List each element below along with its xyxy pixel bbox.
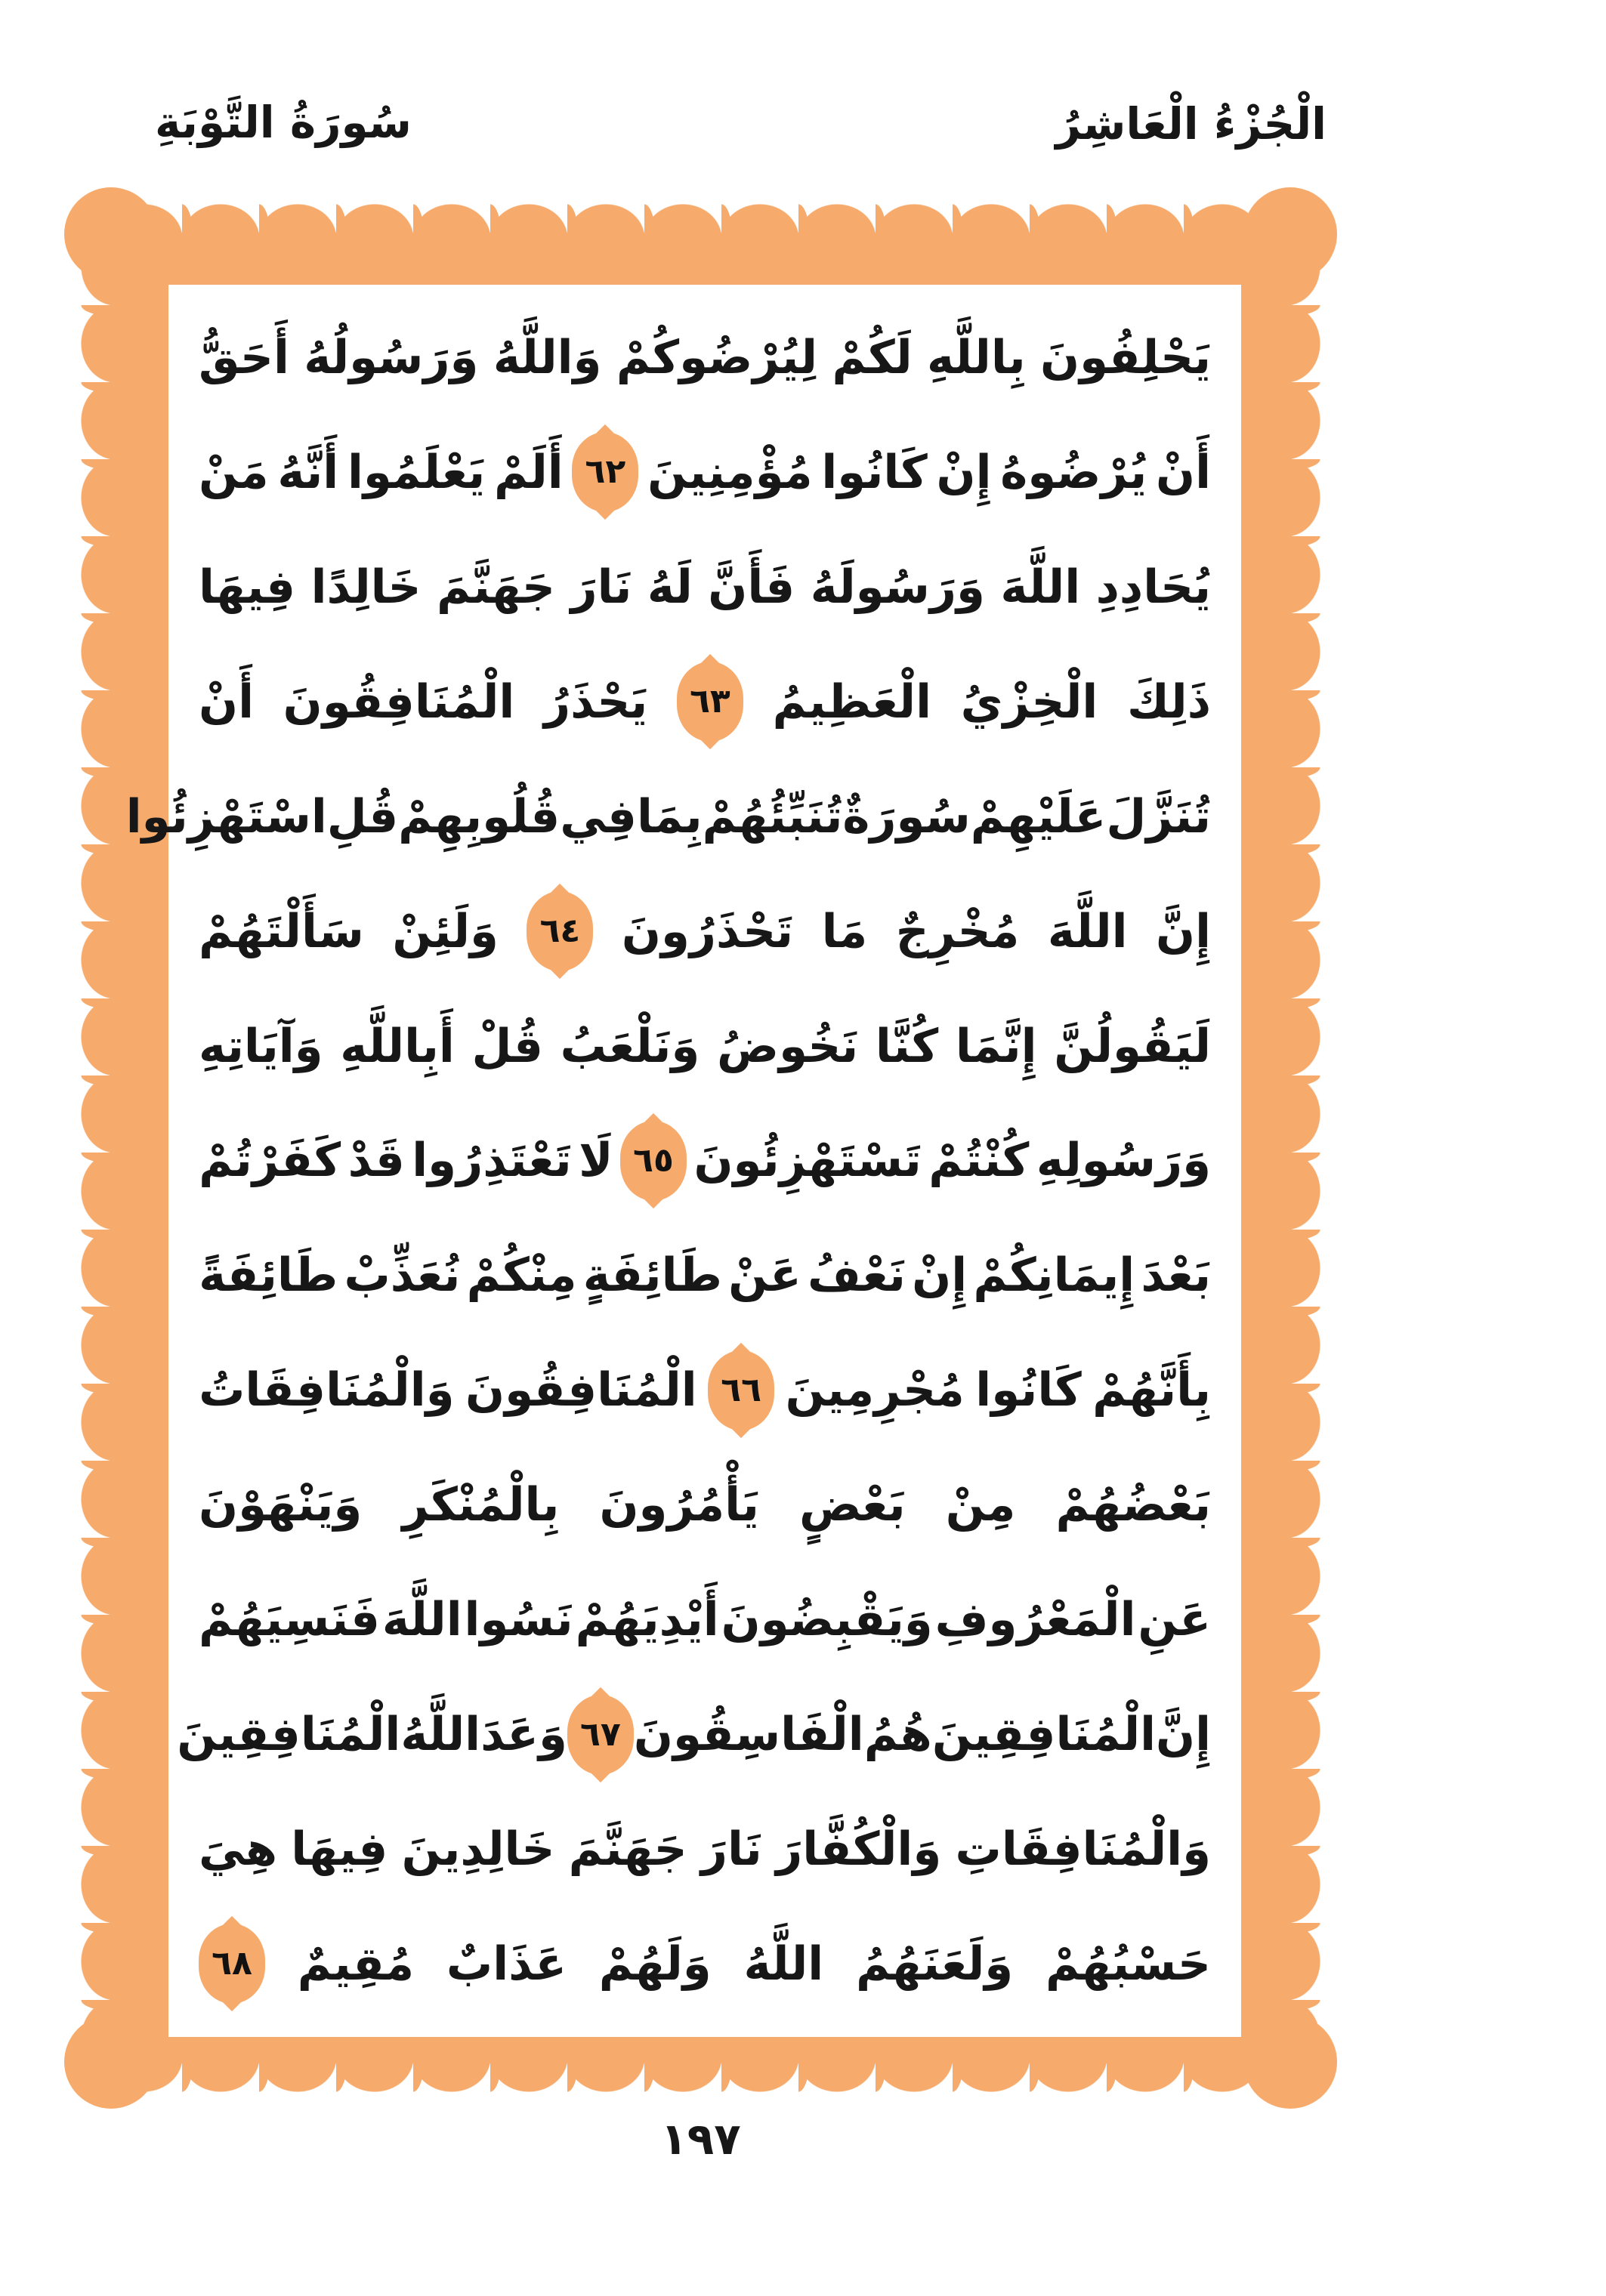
mushaf-line: [199, 304, 1211, 411]
word: طَائِفَةً: [199, 1248, 338, 1303]
word: تُنَبِّئُهُمْ: [702, 789, 843, 844]
word: إِنْ: [936, 445, 992, 499]
word: وَلَئِنْ: [392, 904, 499, 958]
word: وَالْمُنَافِقَاتِ: [955, 1822, 1211, 1876]
word: وَاللَّهُ: [493, 331, 602, 384]
ayah-number-marker: [677, 662, 743, 742]
word: الْخِزْيُ: [960, 674, 1098, 729]
word: هُمُ: [863, 1708, 932, 1762]
word: تَحْذَرُونَ: [621, 904, 794, 958]
mushaf-line: [199, 878, 1211, 985]
word: الْمُنَافِقُونَ: [465, 1363, 697, 1418]
mushaf-line: [199, 1337, 1211, 1443]
word: بَعْضُهُمْ: [1055, 1478, 1211, 1532]
word: بِالْمُنْكَرِ: [402, 1478, 560, 1532]
border-corner-ornament: [1243, 187, 1337, 281]
word: بَعْضٍ: [799, 1478, 906, 1532]
word: وَرَسُولِهِ: [1036, 1134, 1211, 1188]
mushaf-text-area: [125, 285, 1241, 2037]
mushaf-line: [199, 1566, 1211, 1673]
word: وَالْمُنَافِقَاتُ: [199, 1363, 455, 1418]
word: سُورَةٌ: [842, 789, 971, 844]
page-number: ١٩٧: [660, 2113, 741, 2165]
ayah-number-marker: [199, 1924, 265, 2004]
word: نَارَ: [700, 1822, 762, 1876]
word: اللَّهَ: [381, 1593, 462, 1647]
word: بِأَنَّهُمْ: [1092, 1363, 1211, 1418]
word: كَانُوا: [975, 1363, 1082, 1418]
word: يَحْلِفُونَ: [1040, 331, 1211, 384]
word: اللَّهَ: [1000, 560, 1081, 614]
word: أَبِاللَّهِ: [340, 1019, 455, 1073]
word: أَنَّهُ: [277, 445, 339, 499]
ornamental-border-frame: [79, 202, 1322, 2094]
word: خَالِدِينَ: [401, 1822, 555, 1876]
mushaf-line: [199, 1107, 1211, 1214]
border-scallops-left: [81, 228, 116, 2068]
word: كَانُوا: [821, 445, 928, 499]
ayah-number-marker: [527, 891, 593, 971]
border-scallops-right: [1286, 228, 1320, 2068]
word: قُلُوبِهِمْ: [398, 789, 561, 844]
word: مِنْ: [945, 1478, 1016, 1532]
word: وَنَلْعَبُ: [560, 1019, 700, 1073]
word: لَكُمْ: [832, 331, 913, 384]
juz-header: الْجُزْءُ الْعَاشِرُ: [1055, 98, 1326, 150]
word: كُنَّا: [875, 1019, 939, 1073]
word: بَعْدَ: [1141, 1248, 1211, 1303]
word: نَسُوا: [464, 1593, 573, 1647]
word: تُنَزَّلَ: [1106, 789, 1211, 844]
ayah-number-marker: [567, 1695, 634, 1775]
word: عَنِ: [1138, 1593, 1211, 1647]
mushaf-line: [199, 1452, 1211, 1558]
ayah-number: ٦٣: [690, 682, 730, 721]
word: وَالْكُفَّارَ: [776, 1822, 942, 1876]
word: يَعْلَمُوا: [347, 445, 486, 499]
word: وَيَقْبِضُونَ: [721, 1593, 933, 1647]
word: سَأَلْتَهُمْ: [199, 904, 364, 958]
word: قَدْ: [347, 1134, 405, 1188]
word: أَحَقُّ: [199, 331, 289, 384]
word: لَيَقُولُنَّ: [1054, 1019, 1211, 1073]
word: فِي: [560, 789, 637, 844]
mushaf-line: [199, 993, 1211, 1100]
word: جَهَنَّمَ: [568, 1822, 687, 1876]
word: فِيهَا: [291, 1822, 388, 1876]
word: مُؤْمِنِينَ: [647, 445, 813, 499]
word: إِنَّ: [1156, 904, 1211, 958]
word: هِيَ: [199, 1822, 278, 1876]
word: كَفَرْتُمْ: [199, 1134, 341, 1188]
ayah-number: ٦٦: [721, 1370, 761, 1409]
border-corner-ornament: [64, 187, 158, 281]
ayah-number-marker: [708, 1350, 774, 1430]
word: قُلْ: [471, 1019, 543, 1073]
word: نَارَ: [570, 560, 632, 614]
word: عَذَابٌ: [446, 1936, 567, 1991]
word: تَسْتَهْزِئُونَ: [693, 1134, 922, 1188]
ayah-number-marker: [572, 432, 638, 512]
word: تَعْتَذِرُوا: [412, 1134, 572, 1188]
word: أَيْدِيَهُمْ: [575, 1593, 719, 1647]
word: بِاللَّهِ: [927, 331, 1026, 384]
word: الْفَاسِقُونَ: [633, 1708, 864, 1762]
word: إِيمَانِكُمْ: [973, 1248, 1135, 1303]
mushaf-line: [199, 419, 1211, 526]
word: اللَّهَ: [1047, 904, 1128, 958]
word: مُخْرِجٌ: [895, 904, 1020, 958]
word: مَنْ: [199, 445, 269, 499]
word: جَهَنَّمَ: [436, 560, 555, 614]
border-scallops-bottom: [105, 2057, 1296, 2092]
word: يُحَادِدِ: [1095, 560, 1211, 614]
word: الْعَظِيمُ: [772, 674, 931, 729]
ayah-number-marker: [620, 1121, 687, 1201]
ayah-number: ٦٤: [539, 912, 581, 951]
word: وَلَهُمْ: [598, 1936, 712, 1991]
word: لَا: [579, 1134, 613, 1188]
ayah-number: ٦٥: [633, 1140, 674, 1180]
mushaf-line: [199, 1796, 1211, 1903]
word: مُقِيمٌ: [297, 1936, 415, 1991]
word: الْمُنَافِقِينَ: [177, 1708, 401, 1762]
word: لِيُرْضُوكُمْ: [616, 331, 818, 384]
word: حَسْبُهُمْ: [1045, 1936, 1211, 1991]
word: عَلَيْهِمْ: [970, 789, 1107, 844]
word: الْمُنَافِقُونَ: [283, 674, 515, 729]
word: اللَّهُ: [743, 1936, 824, 1991]
mushaf-line: [199, 534, 1211, 640]
word: أَنْ: [199, 674, 254, 729]
ayah-number: ٦٢: [585, 452, 626, 492]
word: إِنْ: [912, 1248, 968, 1303]
word: وَعَدَ: [480, 1708, 567, 1762]
word: يُرْضُوهُ: [1000, 445, 1147, 499]
word: نَعْفُ: [807, 1248, 906, 1303]
mushaf-line: [199, 1222, 1211, 1329]
border-corner-ornament: [1243, 2015, 1337, 2109]
word: الْمَعْرُوفِ: [934, 1593, 1136, 1647]
word: كُنْتُمْ: [928, 1134, 1030, 1188]
word: لَهُ: [647, 560, 693, 614]
word: فِيهَا: [199, 560, 296, 614]
border-corner-ornament: [64, 2015, 158, 2109]
mushaf-line: [199, 649, 1211, 755]
word: أَنْ: [1156, 445, 1211, 499]
word: مِنْكُمْ: [466, 1248, 577, 1303]
word: إِنَّ: [1156, 1708, 1211, 1762]
word: نَخُوضُ: [717, 1019, 859, 1073]
surah-name-header: سُورَةُ التَّوْبَةِ: [155, 97, 412, 148]
word: خَالِدًا: [310, 560, 422, 614]
word: اللَّهُ: [400, 1708, 481, 1762]
word: الْمُنَافِقِينَ: [931, 1708, 1157, 1762]
word: وَآيَاتِهِ: [199, 1019, 323, 1073]
ayah-number: ٦٨: [212, 1944, 252, 1983]
word: وَرَسُولُهُ: [304, 331, 479, 384]
mushaf-line: [177, 1681, 1211, 1788]
word: قُلِ: [326, 789, 399, 844]
word: بِمَا: [636, 789, 703, 844]
word: عَنْ: [728, 1248, 801, 1303]
word: ذَلِكَ: [1126, 674, 1211, 729]
ayah-number: ٦٧: [580, 1714, 621, 1754]
border-scallops-top: [105, 204, 1296, 239]
word: وَيَنْهَوْنَ: [199, 1478, 363, 1532]
mushaf-line: [199, 1911, 1211, 2017]
word: أَلَمْ: [493, 445, 564, 499]
word: وَرَسُولَهُ: [810, 560, 985, 614]
word: يَحْذَرُ: [544, 674, 648, 729]
word: مُجْرِمِينَ: [785, 1363, 965, 1418]
word: نُعَذِّبْ: [344, 1248, 461, 1303]
mushaf-line: [125, 764, 1211, 870]
word: فَنَسِيَهُمْ: [199, 1593, 380, 1647]
word: فَأَنَّ: [708, 560, 795, 614]
word: طَائِفَةٍ: [582, 1248, 722, 1303]
word: مَا: [821, 904, 868, 958]
word: وَلَعَنَهُمُ: [855, 1936, 1014, 1991]
word: اسْتَهْزِئُوا: [125, 789, 327, 844]
word: إِنَّمَا: [955, 1019, 1037, 1073]
word: يَأْمُرُونَ: [599, 1478, 759, 1532]
